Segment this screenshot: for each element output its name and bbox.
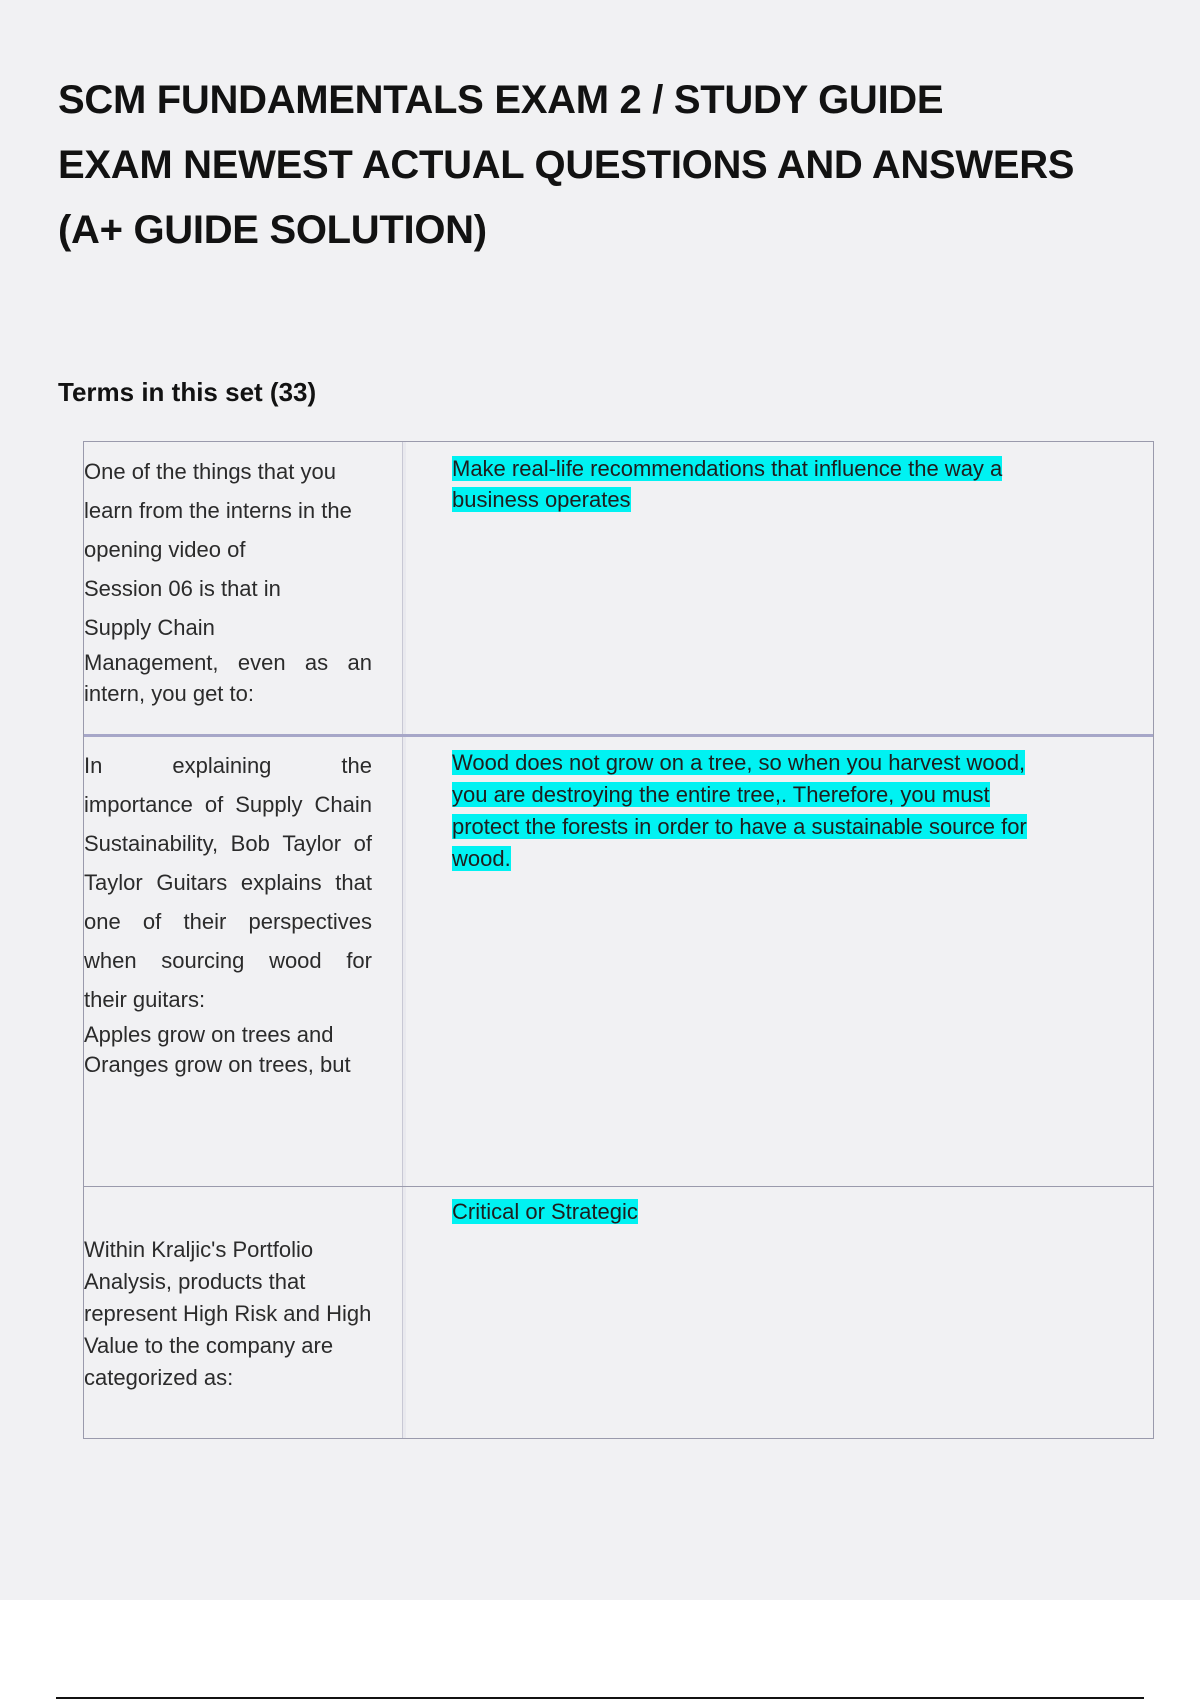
term-word: Taylor (84, 870, 143, 895)
term-line (84, 608, 372, 647)
term-word: an (347, 650, 372, 675)
answer-line (452, 484, 1052, 515)
term-word: when (84, 948, 137, 973)
highlighted-answer-text: wood. (452, 846, 511, 871)
term-word: their guitars: (84, 987, 206, 1012)
answer-line (452, 1196, 1052, 1227)
term-word: learn from the interns in the (84, 498, 352, 523)
term-word: one (84, 909, 121, 934)
highlighted-answer-text: Critical or Strategic (452, 1199, 638, 1224)
highlighted-answer-text: you are destroying the entire tree,. Therefore, you must (452, 782, 990, 807)
term-line (84, 824, 372, 863)
term-line (84, 1266, 372, 1298)
term-word: In (84, 753, 103, 778)
term-line (84, 491, 372, 530)
term-word: their (183, 909, 227, 934)
term-word: categorized as: (84, 1365, 234, 1390)
term-text (84, 746, 372, 1080)
title-line: EXAM NEWEST ACTUAL QUESTIONS AND ANSWERS (58, 143, 1075, 187)
term-word: of (204, 792, 224, 817)
term-text (84, 1234, 372, 1394)
term-line (84, 1050, 372, 1080)
highlighted-answer-text: protect the forests in order to have a sustainable source for (452, 814, 1027, 839)
term-word: of (353, 831, 372, 856)
term-line (84, 902, 372, 941)
term-word: Oranges grow on trees, but (84, 1052, 351, 1077)
term-line (84, 941, 372, 980)
term-line (84, 1019, 372, 1050)
term-line (84, 980, 372, 1019)
answer-line (452, 747, 1052, 779)
term-line (84, 785, 372, 824)
row-divider (84, 1186, 1153, 1187)
term-word: importance (84, 792, 193, 817)
term-word: opening video of (84, 537, 246, 562)
term-word: Analysis, products that (84, 1269, 306, 1294)
term-word: Session 06 is that in (84, 576, 281, 601)
term-text (84, 452, 372, 709)
document-title (58, 68, 1158, 263)
answer-line (452, 453, 1052, 484)
term-word: even (237, 650, 286, 675)
term-word: Supply (235, 792, 303, 817)
term-word: explaining (172, 753, 272, 778)
term-line (84, 647, 372, 679)
term-word: sourcing (161, 948, 245, 973)
term-line (84, 569, 372, 608)
term-word: Value to the company are (84, 1333, 334, 1358)
title-line: SCM FUNDAMENTALS EXAM 2 / STUDY GUIDE (58, 78, 944, 122)
term-word: Management, (84, 650, 219, 675)
title-line: (A+ GUIDE SOLUTION) (58, 208, 487, 252)
term-line (84, 1362, 372, 1394)
answer-line (452, 843, 1052, 875)
answer-line (452, 811, 1052, 843)
answer-text (452, 747, 1052, 875)
term-word: that (335, 870, 372, 895)
term-word: Sustainability, (84, 831, 219, 856)
term-word: Bob (230, 831, 270, 856)
term-word: Chain (314, 792, 372, 817)
term-line (84, 863, 372, 902)
terms-table (83, 441, 1154, 1439)
highlighted-answer-text: business operates (452, 487, 631, 512)
term-word: Guitars (156, 870, 228, 895)
term-word: Within Kraljic's Portfolio (84, 1237, 314, 1262)
term-word: explains (240, 870, 322, 895)
term-word: for (346, 948, 372, 973)
term-word: perspectives (248, 909, 372, 934)
term-word: intern, you get to: (84, 681, 254, 706)
term-word: Apples grow on trees and (84, 1022, 334, 1047)
terms-count-heading: Terms in this set (33) (58, 377, 317, 407)
column-divider (402, 442, 406, 1438)
term-word: Taylor (282, 831, 342, 856)
term-word: the (341, 753, 372, 778)
term-line (84, 452, 372, 491)
term-word: of (142, 909, 162, 934)
answer-line (452, 779, 1052, 811)
term-line (84, 530, 372, 569)
footer-rule (56, 1697, 1144, 1699)
answer-text (452, 453, 1052, 515)
term-line (84, 1330, 372, 1362)
highlighted-answer-text: Wood does not grow on a tree, so when you harvest wood, (452, 750, 1026, 775)
term-word: wood (269, 948, 322, 973)
answer-text (452, 1196, 1052, 1227)
term-word: represent High Risk and High (84, 1301, 372, 1326)
term-word: One of the things that you (84, 459, 336, 484)
row-divider (84, 734, 1153, 737)
term-word: Supply Chain (84, 615, 215, 640)
term-line (84, 1298, 372, 1330)
highlighted-answer-text: Make real-life recommendations that influence the way a (452, 456, 1003, 481)
term-word: as (304, 650, 329, 675)
term-line (84, 746, 372, 785)
term-line (84, 679, 372, 709)
term-line (84, 1234, 372, 1266)
